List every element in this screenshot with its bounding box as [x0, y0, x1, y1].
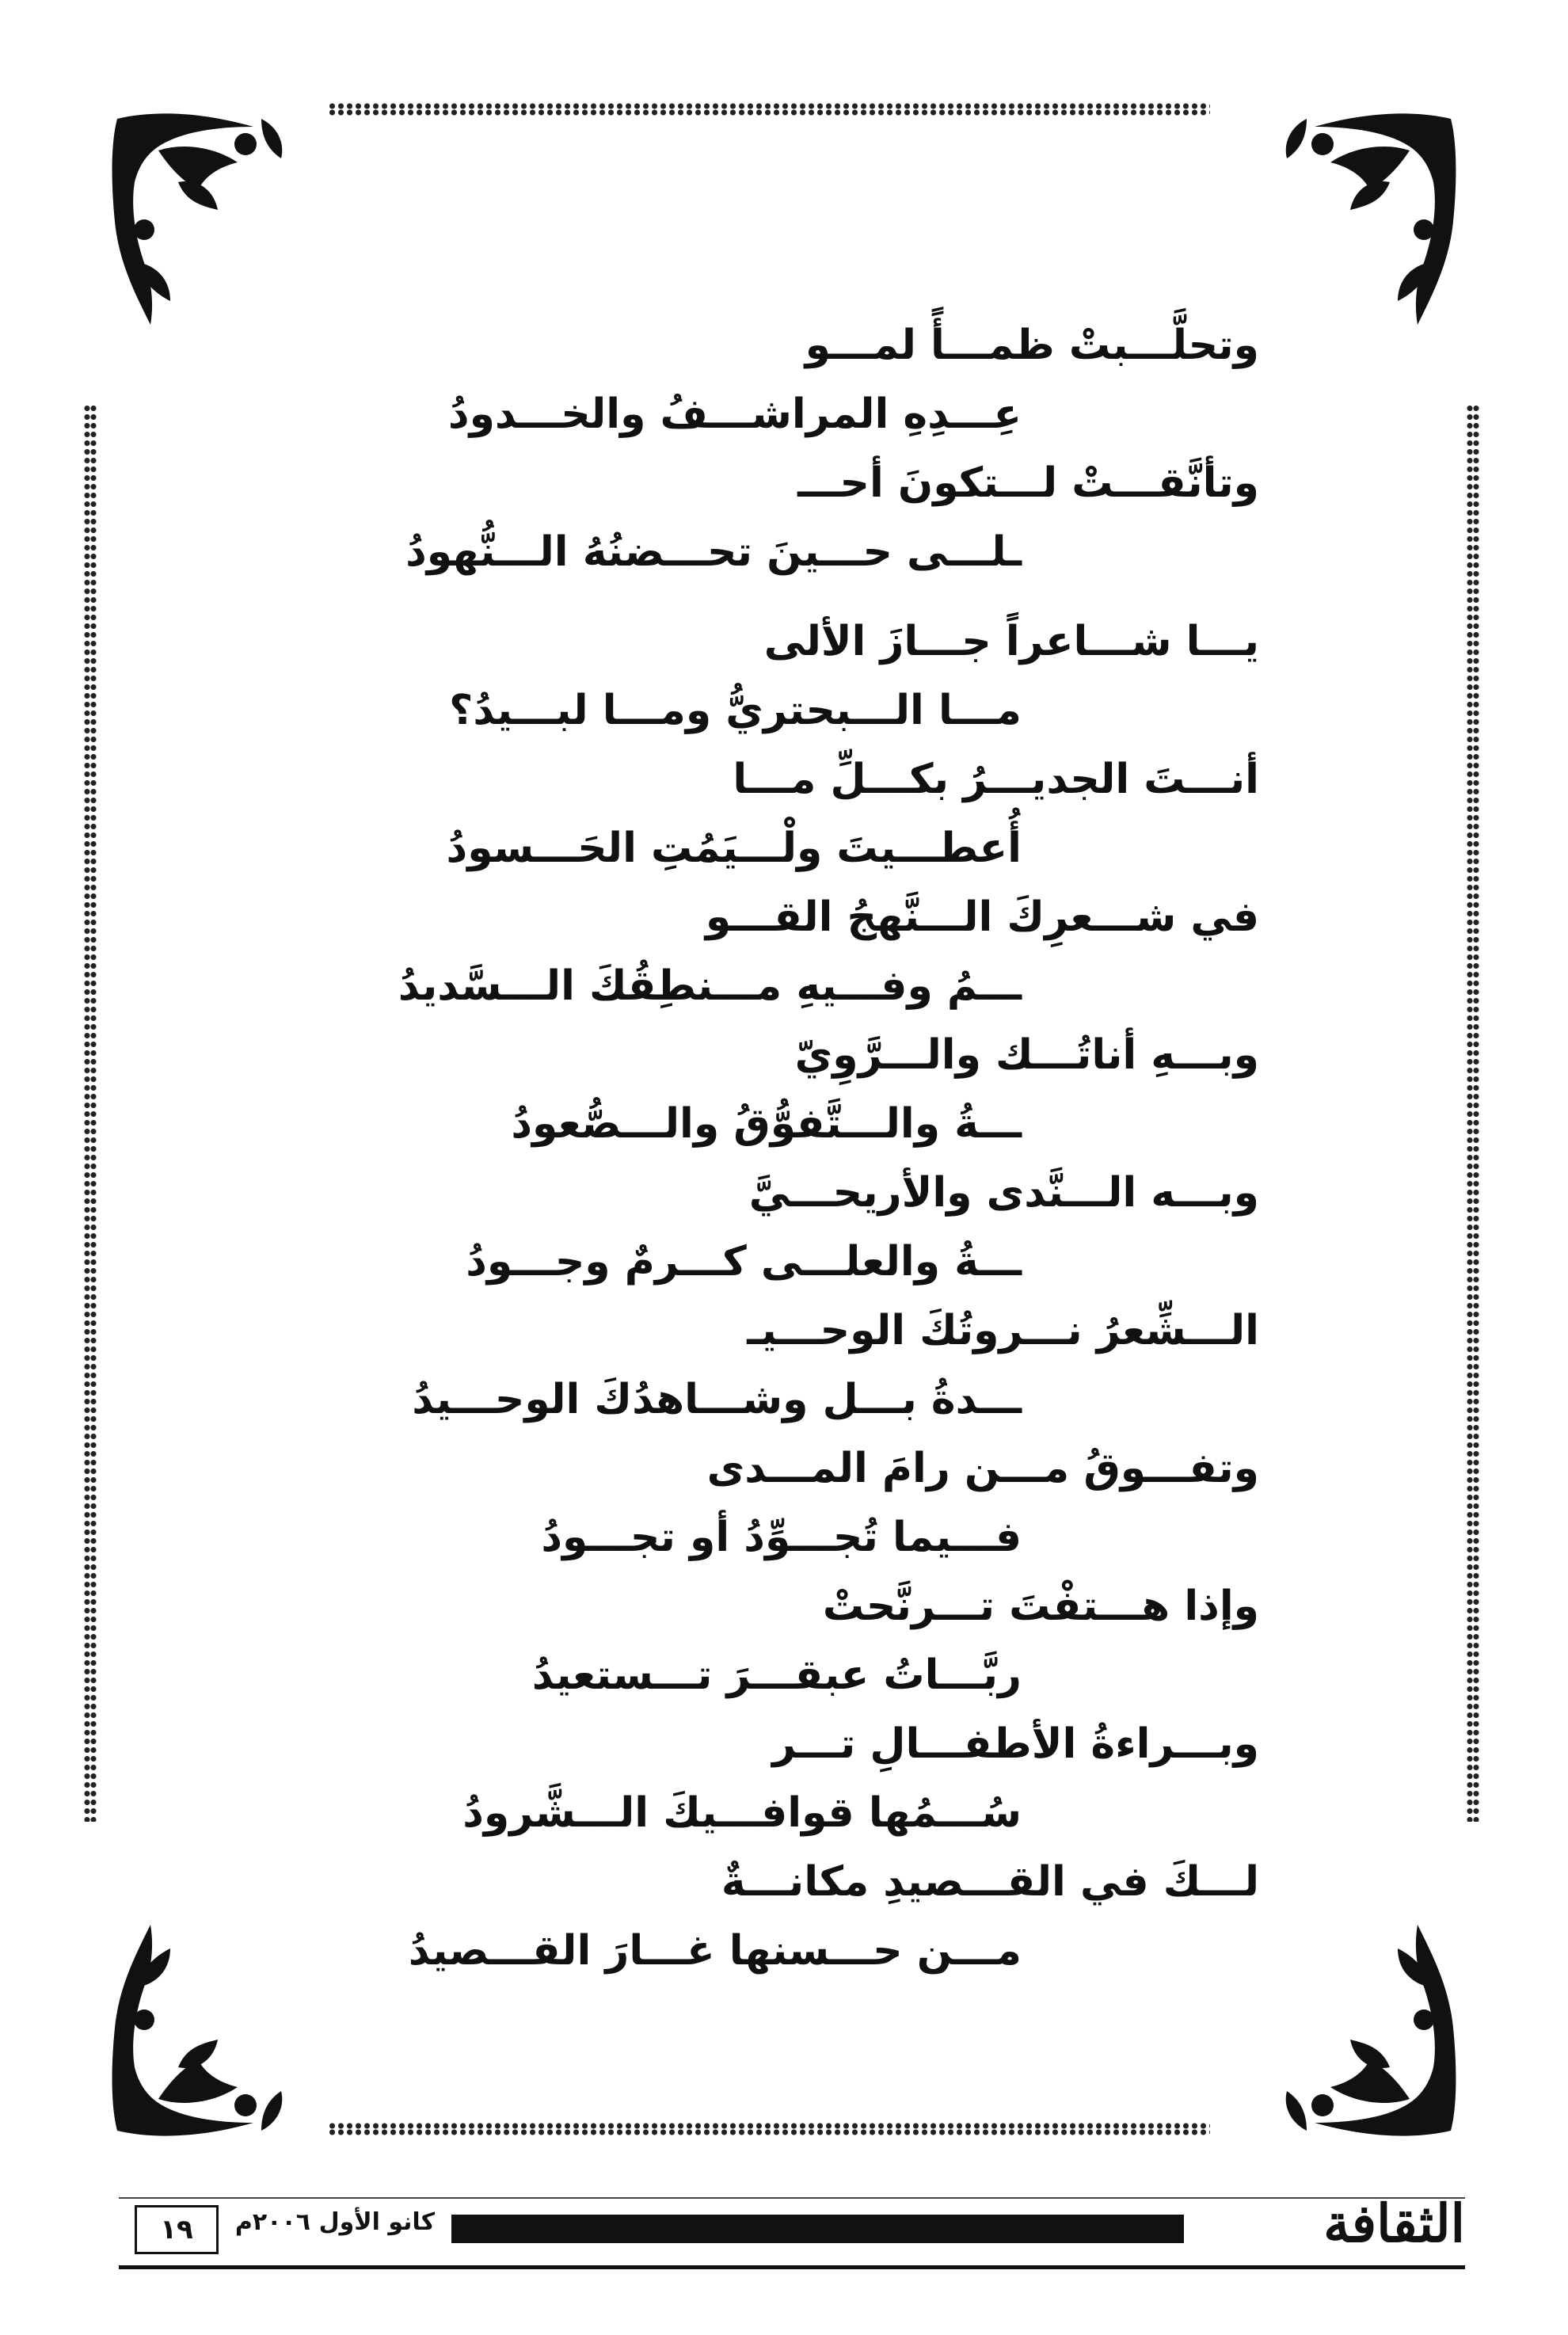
verse-2-second-hemistich: ـلـــى حـــينَ تحـــضنُهُ الـــنُّهودُ	[405, 528, 1022, 576]
verse-12-second-hemistich: مـــن حـــسنها غـــارَ القـــصيدُ	[408, 1927, 1022, 1975]
verse-11-first-hemistich: وبـــراءةُ الأطفـــالِ تـــر	[772, 1720, 1259, 1768]
ornament-top-right-icon	[1267, 103, 1465, 333]
verse-3-first-hemistich: يـــا شـــاعراً جـــازَ الألى	[763, 618, 1259, 665]
footer-bar	[451, 2215, 1184, 2243]
verse-10-second-hemistich: ربَّـــاتُ عبقـــرَ تـــستعيدُ	[531, 1651, 1022, 1699]
issue-date: كانو الأول ٢٠٠٦م	[234, 2208, 436, 2236]
top-dotted-rule	[328, 103, 1210, 116]
verse-1-second-hemistich: عِـــدِهِ المراشـــفُ والخـــدودُ	[447, 390, 1022, 438]
verse-1-first-hemistich: وتحلَّـــبتْ ظمـــأً لمـــو	[805, 322, 1259, 369]
verse-8-first-hemistich: الـــشِّعرُ نـــروتُكَ الوحـــيـ	[747, 1307, 1259, 1354]
verse-8-second-hemistich: ـــدةُ بـــل وشـــاهدُكَ الوحـــيدُ	[412, 1376, 1022, 1423]
verse-5-second-hemistich: ـــمُ وفـــيهِ مـــنطِقُكَ الـــسَّديدُ	[398, 962, 1022, 1010]
verse-2-first-hemistich: وتأنَّقـــتْ لـــتكونَ أحـــ	[797, 459, 1259, 507]
right-dotted-rule	[1467, 404, 1479, 1822]
verse-6-first-hemistich: وبـــهِ أناتُـــك والـــرَّوِيّ	[794, 1031, 1259, 1079]
verse-4-second-hemistich: أُعطـــيتَ ولْـــيَمُتِ الحَـــسودُ	[446, 825, 1022, 872]
verse-3-second-hemistich: مـــا الـــبحتريُّ ومـــا لبـــيدُ؟	[449, 687, 1022, 734]
magazine-name: الثقافة	[1323, 2192, 1465, 2254]
verse-7-second-hemistich: ـــةُ والعلـــى كـــرمٌ وجـــودُ	[466, 1238, 1022, 1286]
footer-bottom-rule	[119, 2265, 1465, 2269]
bottom-dotted-rule	[328, 2123, 1210, 2135]
verse-5-first-hemistich: في شـــعرِكَ الـــنَّهجُ القـــو	[705, 893, 1259, 941]
verse-7-first-hemistich: وبـــه الـــنَّدى والأريحـــيَّ	[748, 1169, 1259, 1217]
ornament-top-left-icon	[103, 103, 301, 333]
verse-12-first-hemistich: لـــكَ في القـــصيدِ مكانـــةٌ	[721, 1858, 1259, 1906]
verse-9-second-hemistich: فـــيما تُجـــوِّدُ أو تجـــودُ	[541, 1514, 1022, 1561]
ornament-bottom-left-icon	[103, 1917, 301, 2146]
page-footer	[119, 2186, 1465, 2273]
verse-10-first-hemistich: وإذا هـــتفْتَ تـــرنَّحتْ	[822, 1583, 1259, 1630]
verse-6-second-hemistich: ـــةُ والـــتَّفوُّقُ والـــصُّعودُ	[511, 1100, 1022, 1148]
ornament-bottom-right-icon	[1267, 1917, 1465, 2146]
verse-9-first-hemistich: وتفـــوقُ مـــن رامَ المـــدى	[706, 1445, 1259, 1492]
footer-top-rule	[119, 2197, 1465, 2199]
left-dotted-rule	[84, 404, 97, 1822]
verse-4-first-hemistich: أنـــتَ الجديـــرُ بكـــلِّ مـــا	[733, 756, 1259, 803]
page-number: ١٩	[135, 2205, 219, 2254]
verse-11-second-hemistich: سُـــمُها قوافـــيكَ الـــشَّرودُ	[462, 1789, 1022, 1837]
